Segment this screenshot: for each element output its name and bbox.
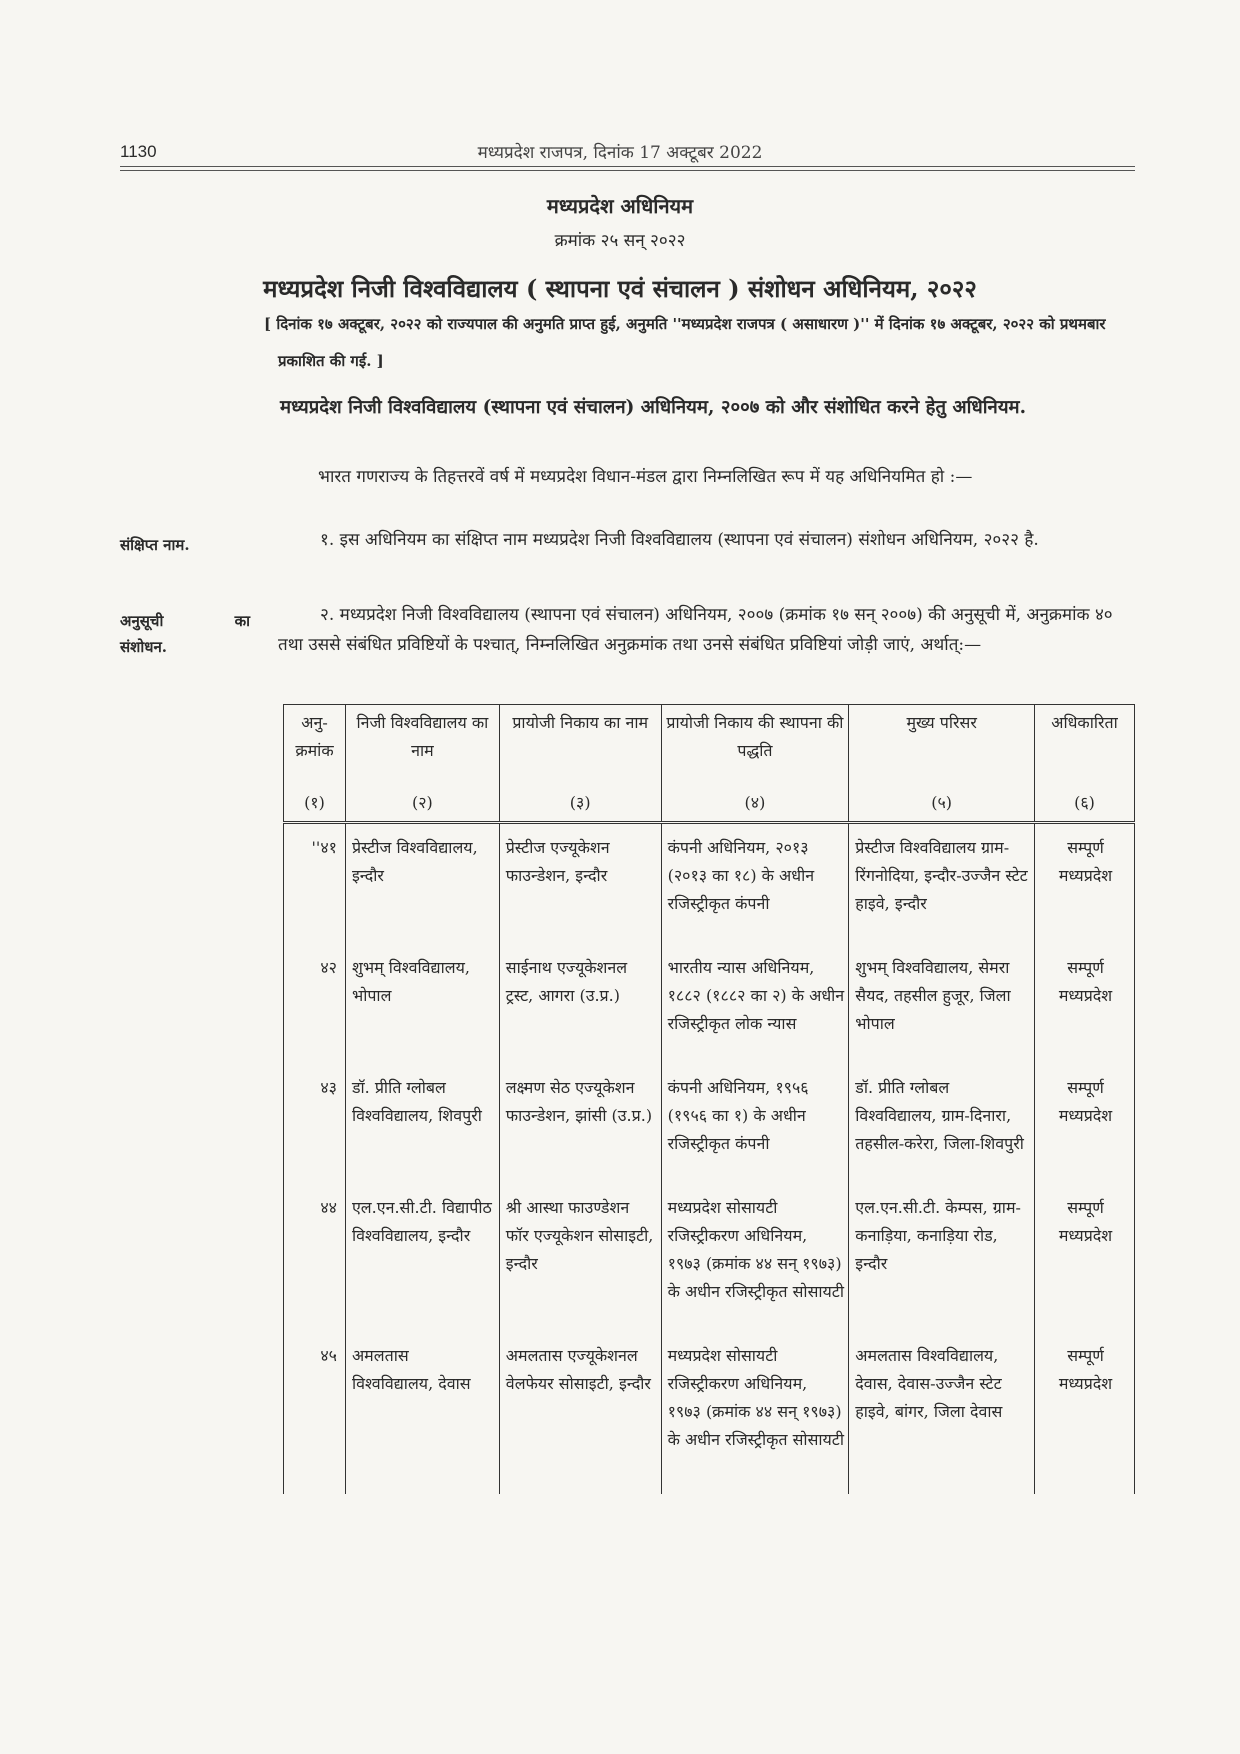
column-number: (१) (284, 789, 346, 823)
university-name: डॉ. प्रीति ग्लोबल विश्वविद्यालय, शिवपुरी (345, 1064, 499, 1184)
column-number: (५) (849, 789, 1035, 823)
serial-number: ४२ (284, 944, 346, 1064)
table-header-row (284, 705, 1135, 790)
main-campus: डॉ. प्रीति ग्लोबल विश्वविद्यालय, ग्राम-दिनारा, तहसील-करेरा, जिला-शिवपुरी (849, 1064, 1035, 1184)
assent-note: [ दिनांक १७ अक्टूबर, २०२२ को राज्यपाल की अनुमति प्राप्त हुई, अनुमति ''मध्यप्रदेश राजपत्र ( असाधारण )'' में दिनांक १७ अक्टूबर, २०२२ को प्रथमबार प्रकाशित की गई. ] (264, 315, 1106, 370)
column-header: अधिकारिता (1035, 705, 1135, 790)
column-header: प्रायोजी निकाय की स्थापना की पद्धति (661, 705, 849, 790)
establishment-method: भारतीय न्यास अधिनियम, १८८२ (१८८२ का २) के अधीन रजिस्ट्रीकृत लोक न्यास (661, 944, 849, 1064)
jurisdiction: सम्पूर्ण मध्यप्रदेश (1035, 1184, 1135, 1332)
jurisdiction: सम्पूर्ण मध्यप्रदेश (1035, 823, 1135, 945)
jurisdiction: सम्पूर्ण मध्यप्रदेश (1035, 1332, 1135, 1494)
margin-note-word: संशोधन. (120, 638, 167, 656)
enacting-clause: भारत गणराज्य के तिहत्तरवें वर्ष में मध्यप्रदेश विधान-मंडल द्वारा निम्नलिखित रूप में यह अधिनियमित हो :— (318, 467, 973, 487)
column-number: (३) (499, 789, 661, 823)
serial-number: ४५ (284, 1332, 346, 1494)
column-header: प्रायोजी निकाय का नाम (499, 705, 661, 790)
act-heading: मध्यप्रदेश अधिनियम (546, 194, 694, 218)
establishment-method: मध्यप्रदेश सोसायटी रजिस्ट्रीकरण अधिनियम, १९७३ (क्रमांक ४४ सन् १९७३) के अधीन रजिस्ट्रीकृत सोसायटी (661, 1332, 849, 1494)
serial-number: ४३ (284, 1064, 346, 1184)
main-campus: अमलतास विश्वविद्यालय, देवास, देवास-उज्जैन स्टेट हाइवे, बांगर, जिला देवास (849, 1332, 1035, 1494)
jurisdiction: सम्पूर्ण मध्यप्रदेश (1035, 1064, 1135, 1184)
university-name: प्रेस्टीज विश्वविद्यालय, इन्दौर (345, 823, 499, 945)
column-number-row (284, 789, 1135, 823)
running-head: मध्यप्रदेश राजपत्र, दिनांक 17 अक्टूबर 2022 (477, 143, 763, 163)
sponsor-name: प्रेस्टीज एज्यूकेशन फाउन्डेशन, इन्दौर (499, 823, 661, 945)
sponsor-name: लक्ष्मण सेठ एज्यूकेशन फाउन्डेशन, झांसी (उ.प्र.) (499, 1064, 661, 1184)
main-campus: प्रेस्टीज विश्वविद्यालय ग्राम- रिंगनोदिया, इन्दौर-उज्जैन स्टेट हाइवे, इन्दौर (849, 823, 1035, 945)
page-number: 1130 (120, 142, 157, 161)
act-number: क्रमांक २५ सन् २०२२ (554, 231, 686, 251)
jurisdiction: सम्पूर्ण मध्यप्रदेश (1035, 944, 1135, 1064)
serial-number: ४४ (284, 1184, 346, 1332)
serial-number: ''४१ (284, 823, 346, 945)
table-row (284, 944, 1135, 1064)
establishment-method: मध्यप्रदेश सोसायटी रजिस्ट्रीकरण अधिनियम, १९७३ (क्रमांक ४४ सन् १९७३) के अधीन रजिस्ट्रीकृत सोसायटी (661, 1184, 849, 1332)
establishment-method: कंपनी अधिनियम, १९५६ (१९५६ का १) के अधीन रजिस्ट्रीकृत कंपनी (661, 1064, 849, 1184)
header-rule (120, 166, 1135, 167)
long-title: मध्यप्रदेश निजी विश्वविद्यालय (स्थापना एवं संचालन) अधिनियम, २००७ को और संशोधित करने हेतु अधिनियम. (280, 397, 1027, 418)
sponsor-name: अमलतास एज्यूकेशनल वेलफेयर सोसाइटी, इन्दौर (499, 1332, 661, 1494)
column-number: (४) (661, 789, 849, 823)
margin-note-short-title: संक्षिप्त नाम. (120, 536, 190, 554)
main-campus: शुभम् विश्वविद्यालय, सेमरा सैयद, तहसील हुजूर, जिला भोपाल (849, 944, 1035, 1064)
header-rule-double (120, 170, 1135, 171)
sponsor-name: साईनाथ एज्यूकेशनल ट्रस्ट, आगरा (उ.प्र.) (499, 944, 661, 1064)
schedule-table (283, 704, 1135, 1494)
margin-note-word: अनुसूची (120, 612, 164, 630)
column-number: (२) (345, 789, 499, 823)
column-header: अनु-क्रमांक (284, 705, 346, 790)
university-name: शुभम् विश्वविद्यालय, भोपाल (345, 944, 499, 1064)
column-number: (६) (1035, 789, 1135, 823)
sponsor-name: श्री आस्था फाउण्डेशन फॉर एज्यूकेशन सोसाइटी, इन्दौर (499, 1184, 661, 1332)
margin-note-schedule-amendment (120, 608, 250, 660)
section-2-text: २. मध्यप्रदेश निजी विश्वविद्यालय (स्थापना एवं संचालन) अधिनियम, २००७ (क्रमांक १७ सन् २००७) की अनुसूची में, अनुक्रमांक ४० तथा उससे संबंधित प्रविष्टियों के पश्चात्, निम्नलिखित अनुक्रमांक तथा उनसे संबंधित प्रविष्टियां जोड़ी जाएं, अर्थात्:— (278, 605, 1113, 655)
section-1-text: १. इस अधिनियम का संक्षिप्त नाम मध्यप्रदेश निजी विश्वविद्यालय (स्थापना एवं संचालन) संशोधन अधिनियम, २०२२ है. (320, 530, 1039, 550)
margin-note-word: का (234, 612, 250, 630)
university-name: एल.एन.सी.टी. विद्यापीठ विश्वविद्यालय, इन्दौर (345, 1184, 499, 1332)
act-title: मध्यप्रदेश निजी विश्वविद्यालय ( स्थापना एवं संचालन ) संशोधन अधिनियम, २०२२ (263, 274, 977, 303)
university-name: अमलतास विश्वविद्यालय, देवास (345, 1332, 499, 1494)
table-row (284, 823, 1135, 945)
table-row (284, 1332, 1135, 1494)
column-header: मुख्य परिसर (849, 705, 1035, 790)
table-row (284, 1184, 1135, 1332)
table-row (284, 1064, 1135, 1184)
column-header: निजी विश्वविद्यालय का नाम (345, 705, 499, 790)
establishment-method: कंपनी अधिनियम, २०१३ (२०१३ का १८) के अधीन रजिस्ट्रीकृत कंपनी (661, 823, 849, 945)
main-campus: एल.एन.सी.टी. केम्पस, ग्राम-कनाड़िया, कनाड़िया रोड, इन्दौर (849, 1184, 1035, 1332)
